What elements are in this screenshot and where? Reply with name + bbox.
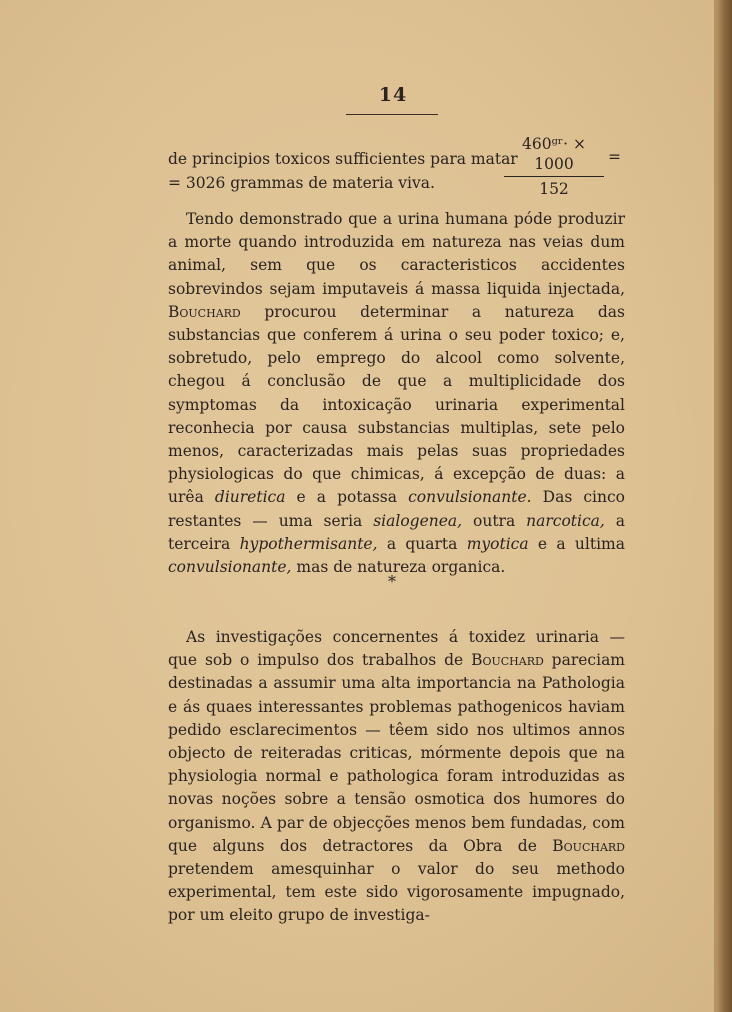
author-name: Bouchard [168,302,241,321]
fraction-numerator: 460ᵍʳ· × 1000 [521,135,586,173]
author-name: Bouchard [552,836,625,855]
para1-text-5: outra [462,511,527,530]
formula-block [168,134,628,204]
italic-term: diuretica [214,488,286,507]
para1-text-9: mas de natureza organica. [291,558,506,577]
page-edge-line [714,0,716,1012]
formula-trailing-equals: = [608,148,621,166]
formula-lead-text: de principios toxicos sufficientes para matar [168,150,518,168]
italic-term: narcotica, [526,511,605,530]
fraction-denominator: 152 [539,180,569,198]
para1-text-7: a quarta [377,534,467,553]
italic-term: convulsionante, [168,558,292,577]
paragraph-bouchard-toxicity [168,208,625,579]
section-separator-asterisk: * [388,572,396,591]
italic-term: convulsionante. [408,488,532,507]
italic-term: myotica [466,534,529,553]
para1-text-2: procurou determinar a natureza das substancias que conferem á urina o seu poder toxico; e, sobretudo, pelo emprego do alcool como solvente, chegou á conclusão de que a multiplicidade dos symptomas da intoxicação urinaria experimental reconhecia por causa substancias multiplas, sete pelo menos, caracterizadas mais pelas suas propriedades physiologicas do que chimicas, á excepção de duas: a urêa [168,302,625,507]
para2-text-2: pareciam destinadas a assumir uma alta importancia na Pathologia e ás quaes interessantes problemas pathogenicos haviam pedido esclarecimentos — têem sido nos ultimos annos objecto de reiteradas criticas, mórmente depois que na physiologia normal e pathologica foram introduzidas as novas noções sobre a tensão osmotica dos humores do organismo. A par de objecções menos bem fundadas, com que alguns dos detractores da Obra de [168,651,626,855]
para1-text-4: Das cinco restantes — uma seria [168,488,625,530]
para2-text-3: pretendem amesquinhar o valor do seu methodo experimental, tem este sido vigorosamente impugnado, por um eleito grupo de investiga- [168,860,625,925]
page-edge-shadow [714,0,732,1012]
para1-text-8: e a ultima [528,534,625,553]
para1-text-6: a terceira [168,511,625,553]
italic-term: hypothermisante, [239,534,378,553]
formula-result-line: = 3026 grammas de materia viva. [168,174,435,192]
paragraph-urinary-toxicity-critiques [168,626,625,928]
page-number-rule [346,114,438,115]
author-name: Bouchard [471,651,544,670]
page-number: 14 [378,84,408,106]
para2-text-1: As investigações concernentes á toxidez urinaria — que sob o impulso dos trabalhos de [168,628,625,670]
fraction-bar [504,176,604,177]
para1-text-1: Tendo demonstrado que a urina humana póde produzir a morte quando introduzida em natureza nas veias dum animal, sem que os caracteristicos accidentes sobrevindos sejam imputaveis á massa liquida injectada, [168,210,625,298]
italic-term: sialogenea, [373,511,463,530]
para1-text-3: e a potassa [285,488,409,507]
formula-fraction [504,134,604,198]
